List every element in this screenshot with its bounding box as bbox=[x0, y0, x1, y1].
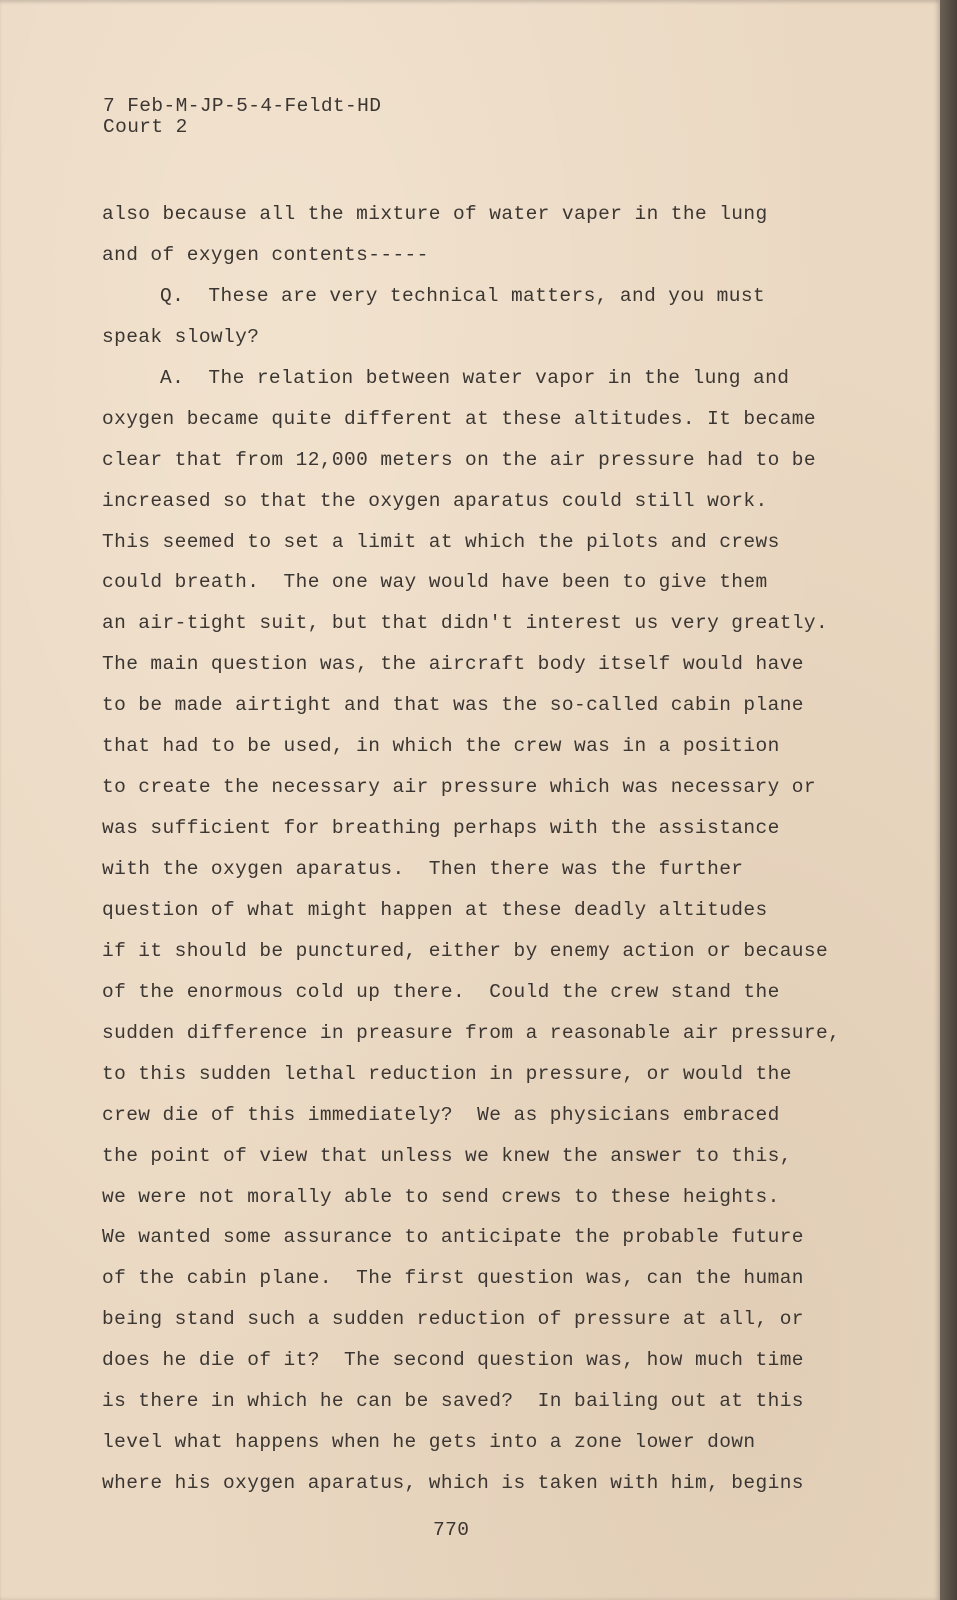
text-line: question of what might happen at these deadly altitudes bbox=[102, 898, 768, 921]
text-line: level what happens when he gets into a zone lower down bbox=[102, 1431, 756, 1454]
text-line: where his oxygen aparatus, which is taken with him, begins bbox=[102, 1472, 804, 1495]
question-line: Q. These are very technical matters, and you must bbox=[160, 284, 766, 307]
text-line: could breath. The one way would have been to give them bbox=[102, 571, 768, 594]
text-line: to be made airtight and that was the so-called cabin plane bbox=[102, 694, 804, 717]
text-line: oxygen became quite different at these altitudes. It became bbox=[102, 407, 817, 430]
transcript-body bbox=[102, 194, 862, 1504]
text-line: with the oxygen aparatus. Then there was the further bbox=[102, 858, 744, 880]
text-line: also because all the mixture of water vaper in the lung bbox=[102, 203, 768, 225]
text-line: increased so that the oxygen aparatus could still work. bbox=[102, 489, 768, 512]
text-line: does he die of it? The second question was, how much time bbox=[102, 1349, 804, 1372]
text-line: to this sudden lethal reduction in pressure, or would the bbox=[102, 1062, 792, 1085]
text-line: of the enormous cold up there. Could the crew stand the bbox=[102, 980, 780, 1003]
answer-line: A. The relation between water vapor in the lung and bbox=[160, 366, 790, 389]
text-line: being stand such a sudden reduction of pressure at all, or bbox=[102, 1308, 804, 1331]
header-court: Court 2 bbox=[103, 116, 188, 138]
text-line: to create the necessary air pressure which was necessary or bbox=[102, 776, 817, 799]
text-line: sudden difference in preasure from a reasonable air pressure, bbox=[102, 1021, 841, 1044]
text-line: an air-tight suit, but that didn't interest us very greatly. bbox=[102, 612, 829, 635]
scan-background-edge bbox=[940, 0, 957, 1600]
text-line: is there in which he can be saved? In bailing out at this bbox=[102, 1390, 804, 1413]
text-line: crew die of this immediately? We as physicians embraced bbox=[102, 1103, 780, 1126]
text-line: We wanted some assurance to anticipate the probable future bbox=[102, 1226, 804, 1249]
text-line: was sufficient for breathing perhaps with the assistance bbox=[102, 817, 780, 840]
text-line: The main question was, the aircraft body itself would have bbox=[102, 653, 804, 676]
text-line: speak slowly? bbox=[102, 325, 260, 348]
text-line: if it should be punctured, either by enemy action or because bbox=[102, 939, 829, 962]
page-number: 770 bbox=[433, 1519, 470, 1541]
text-line: clear that from 12,000 meters on the air pressure had to be bbox=[102, 448, 817, 471]
text-line: the point of view that unless we knew the answer to this, bbox=[102, 1144, 792, 1167]
text-line: that had to be used, in which the crew was in a position bbox=[102, 735, 780, 758]
text-line: This seemed to set a limit at which the pilots and crews bbox=[102, 530, 780, 553]
text-line: of the cabin plane. The first question was, can the human bbox=[102, 1267, 804, 1290]
header-reference: 7 Feb-M-JP-5-4-Feldt-HD bbox=[103, 95, 382, 117]
text-line: and of exygen contents----- bbox=[102, 243, 429, 266]
text-line: we were not morally able to send crews to these heights. bbox=[102, 1185, 780, 1208]
document-header bbox=[103, 96, 381, 138]
